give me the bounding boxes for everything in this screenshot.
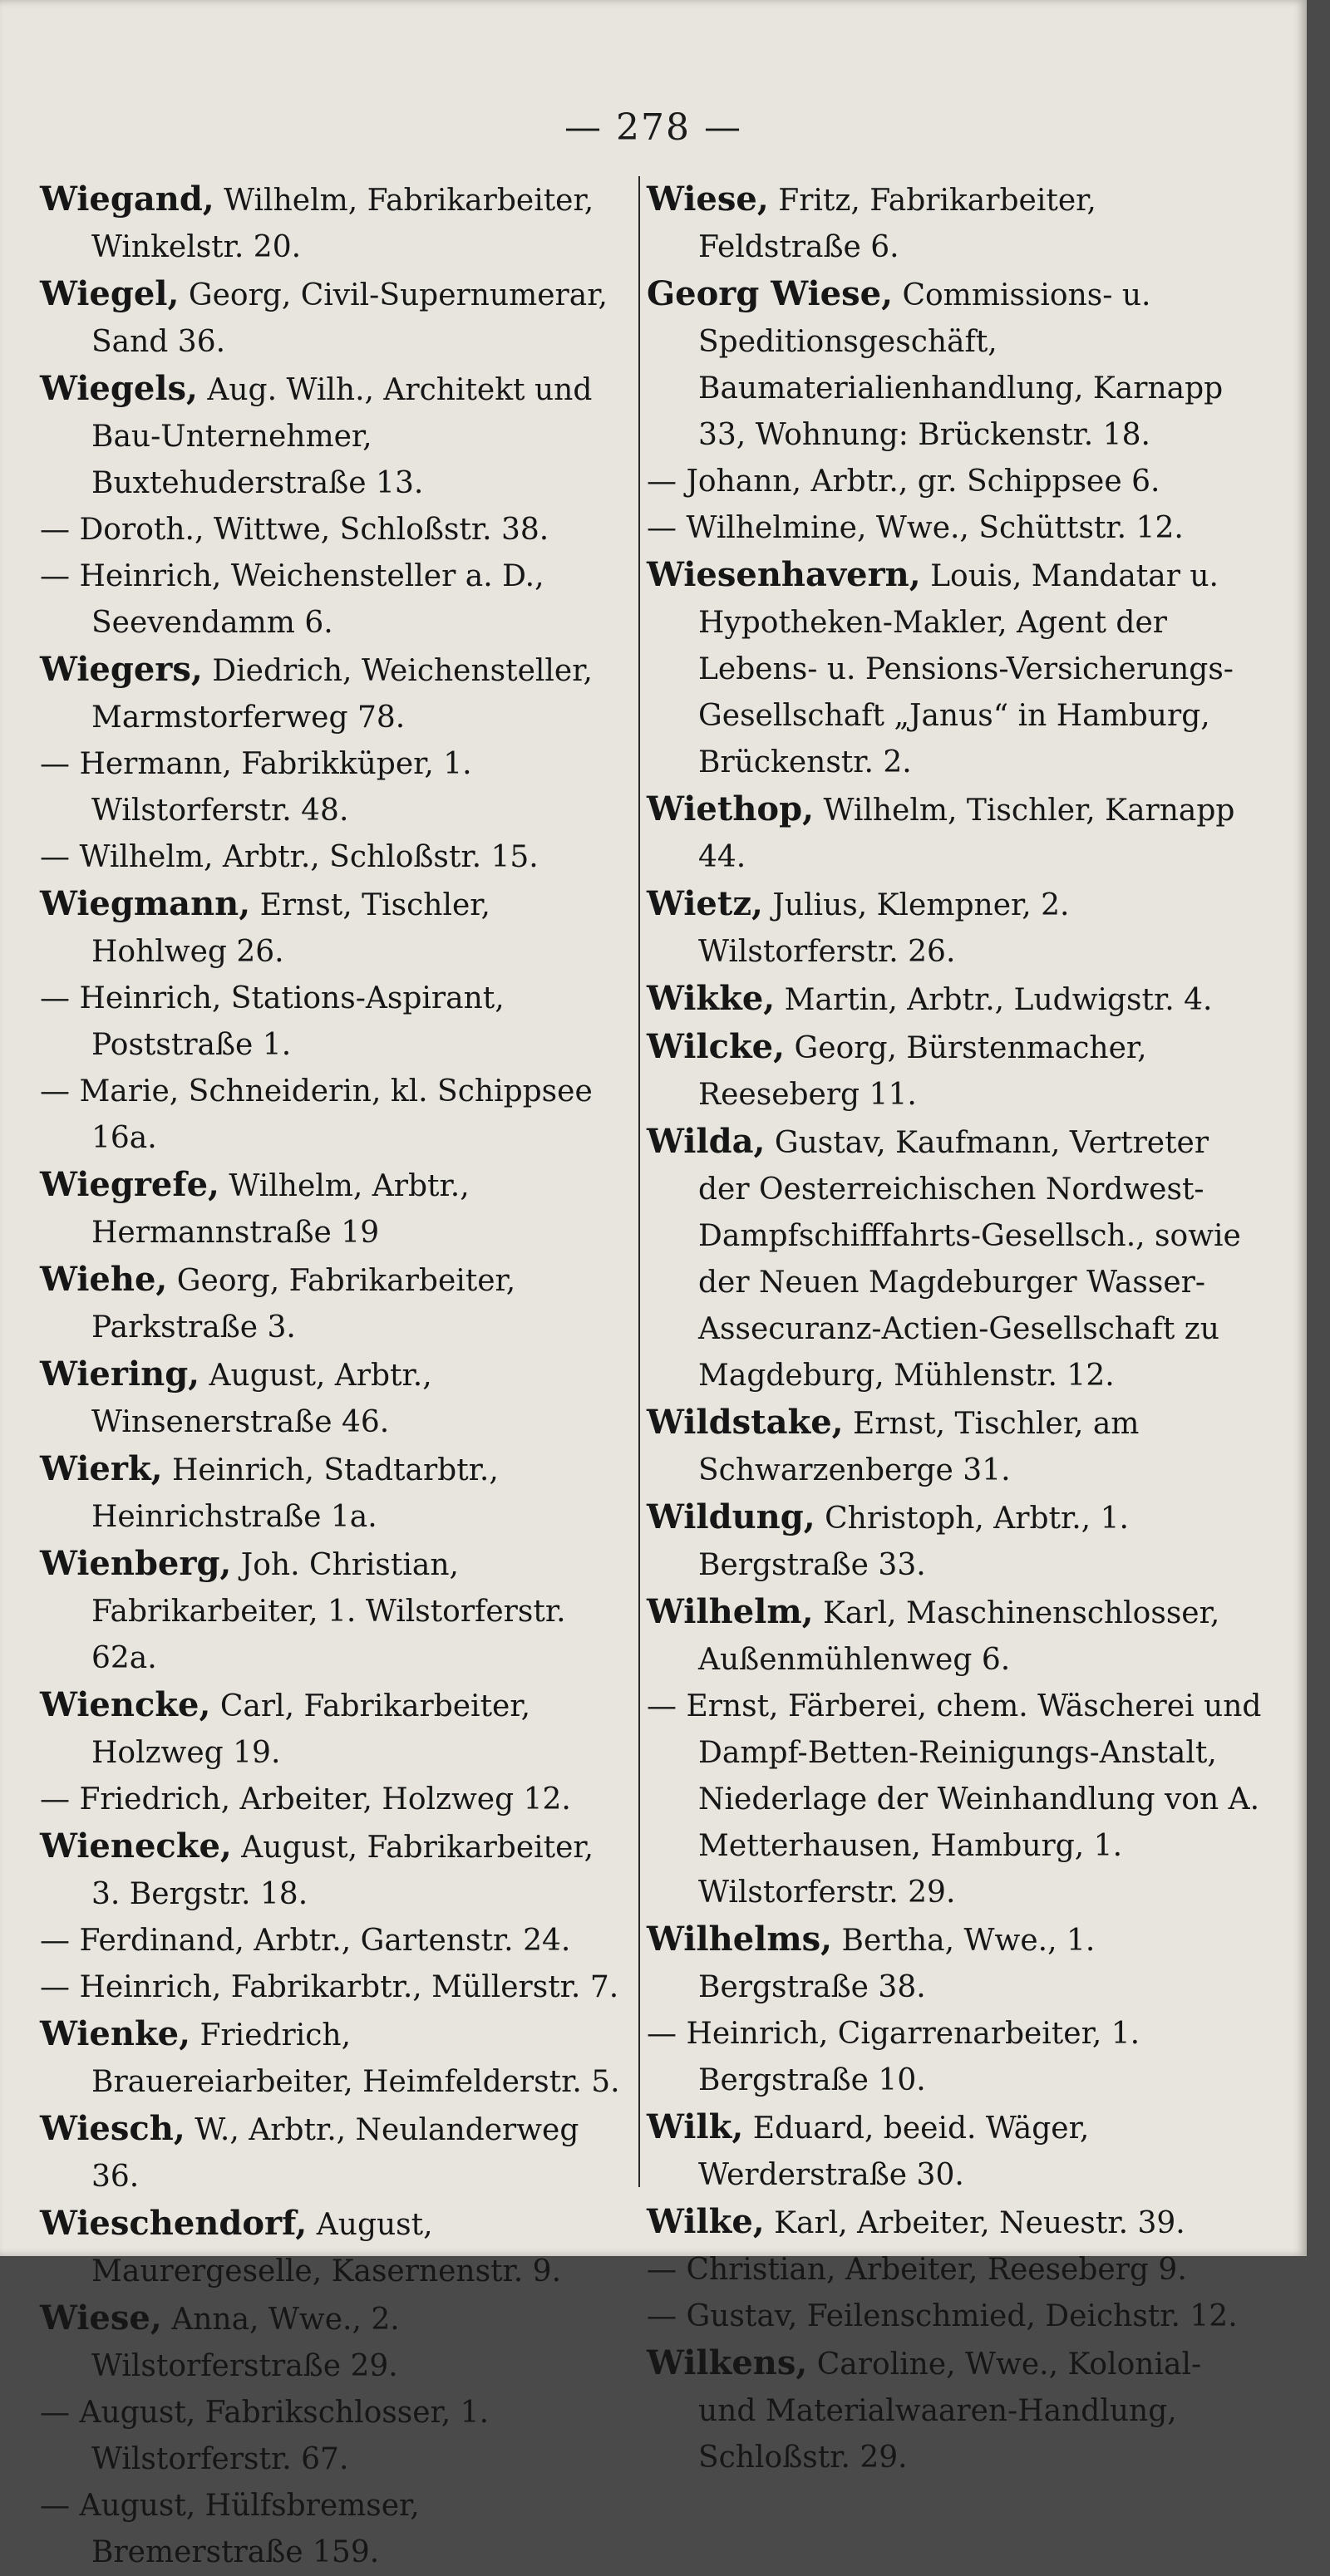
directory-entry: [40, 1256, 622, 1351]
directory-entry: [40, 366, 622, 507]
entry-details: — Heinrich, Cigarrenarbeiter, 1. Bergstraße 10.: [647, 2017, 1140, 2097]
entry-surname: Wiegmann,: [40, 884, 251, 923]
directory-entry: [40, 1777, 622, 1823]
directory-entry: [40, 2200, 622, 2295]
directory-entry: [40, 2483, 622, 2576]
directory-entry: [647, 2293, 1265, 2340]
directory-entry: [647, 2247, 1265, 2293]
entry-details: W., Arbtr., Neulanderweg 36.: [91, 2113, 579, 2194]
directory-entry: [40, 976, 622, 1069]
directory-entry: [647, 1024, 1265, 1118]
entry-details: August, Arbtr., Winsenerstraße 46.: [91, 1359, 432, 1439]
entry-surname: Wikke,: [647, 979, 776, 1018]
entry-details: Wilhelm, Tischler, Karnapp 44.: [698, 794, 1235, 874]
directory-entry: [40, 1682, 622, 1777]
entry-details: — Doroth., Wittwe, Schloßstr. 38.: [40, 513, 549, 547]
directory-entry: [647, 505, 1265, 552]
entry-surname: Wilke,: [647, 2202, 765, 2241]
entry-details: August, Fabrikarbeiter, 3. Bergstr. 18.: [91, 1831, 594, 1911]
entry-details: — Heinrich, Weichensteller a. D., Seevendamm 6.: [40, 559, 544, 640]
entry-surname: Wiesenhavern,: [647, 555, 921, 594]
left-column: [40, 176, 622, 2576]
entry-details: Aug. Wilh., Architekt und Bau-Unternehmer, Buxtehuderstraße 13.: [91, 373, 593, 500]
entry-details: Joh. Christian, Fabrikarbeiter, 1. Wilstorferstr. 62a.: [91, 1548, 566, 1675]
entry-details: — Ernst, Färberei, chem. Wäscherei und Dampf-Betten-Reinigungs-Anstalt, Niederlage der Weinhandlung von A. Metterhausen, Hamburg, 1. Wilstorferstr. 29.: [647, 1689, 1262, 1910]
entry-details: Ernst, Tischler, am Schwarzenberge 31.: [698, 1407, 1140, 1487]
entry-surname: Wiegrefe,: [40, 1165, 219, 1204]
entry-surname: Wildung,: [647, 1497, 815, 1536]
entry-details: Heinrich, Stadtarbtr., Heinrichstraße 1a.: [91, 1453, 499, 1534]
entry-details: Gustav, Kaufmann, Vertreter der Oesterreichischen Nordwest-Dampfschifffahrts-Gesellsch., sowie der Neuen Magdeburger Wasser-Assecuranz-Actien-Gesellschaft zu Magdeburg, Mühlenstr. 12.: [698, 1126, 1241, 1393]
entry-surname: Wiesch,: [40, 2109, 185, 2148]
entry-details: Georg, Civil-Supernumerar, Sand 36.: [91, 278, 608, 359]
entry-surname: Wilk,: [647, 2107, 744, 2146]
directory-entry: [40, 2106, 622, 2200]
right-column: [647, 176, 1265, 2481]
entry-surname: Wilhelms,: [647, 1920, 833, 1959]
entry-details: Fritz, Fabrikarbeiter, Feldstraße 6.: [698, 184, 1096, 264]
entry-surname: Wiering,: [40, 1354, 200, 1394]
directory-entry: [647, 1494, 1265, 1589]
entry-surname: Wieschendorf,: [40, 2204, 308, 2243]
directory-entry: [40, 1541, 622, 1682]
entry-surname: Wiese,: [647, 179, 769, 219]
entry-details: Anna, Wwe., 2. Wilstorferstraße 29.: [91, 2303, 400, 2383]
directory-entry: [40, 1446, 622, 1541]
entry-details: Julius, Klempner, 2. Wilstorferstr. 26.: [698, 888, 1070, 969]
entry-surname: Wilhelm,: [647, 1592, 814, 1631]
page-number: — 278 —: [564, 106, 742, 149]
entry-details: — Heinrich, Fabrikarbtr., Müllerstr. 7.: [40, 1970, 619, 2004]
entry-surname: Wiese,: [40, 2298, 162, 2338]
directory-entry: [40, 176, 622, 271]
entry-details: — Wilhelm, Arbtr., Schloßstr. 15.: [40, 840, 539, 874]
entry-surname: Wildstake,: [647, 1403, 844, 1442]
entry-details: Commissions- u. Speditionsgeschäft, Baumaterialienhandlung, Karnapp 33, Wohnung: Brückenstr. 18.: [698, 278, 1224, 452]
entry-surname: Wilkens,: [647, 2343, 808, 2382]
entry-details: Diedrich, Weichensteller, Marmstorferweg 78.: [91, 654, 593, 735]
entry-details: — August, Hülfsbremser, Bremerstraße 159.: [40, 2489, 420, 2569]
directory-entry: [647, 2199, 1265, 2247]
entry-surname: Wilcke,: [647, 1027, 786, 1066]
entry-details: — Johann, Arbtr., gr. Schippsee 6.: [647, 465, 1160, 499]
entry-details: — Gustav, Feilenschmied, Deichstr. 12.: [647, 2299, 1238, 2333]
entry-surname: Wiegers,: [40, 650, 203, 689]
directory-entry: [40, 2011, 622, 2106]
entry-surname: Wiegels,: [40, 369, 198, 408]
entry-surname: Wietz,: [647, 884, 763, 923]
entry-details: — August, Fabrikschlosser, 1. Wilstorferstr. 67.: [40, 2396, 490, 2476]
entry-surname: Wiegel,: [40, 274, 180, 313]
directory-entry: [40, 1964, 622, 2011]
directory-entry: [40, 553, 622, 646]
entry-details: Karl, Maschinenschlosser, Außenmühlenweg 6.: [698, 1596, 1220, 1677]
entry-details: Carl, Fabrikarbeiter, Holzweg 19.: [91, 1689, 531, 1770]
entry-details: — Hermann, Fabrikküper, 1. Wilstorferstr. 48.: [40, 747, 472, 828]
column-divider: [638, 176, 640, 2187]
directory-entry: [40, 507, 622, 553]
directory-entry: [647, 1589, 1265, 1684]
directory-entry: [40, 2295, 622, 2390]
directory-entry: [647, 2104, 1265, 2199]
entry-details: August, Maurergeselle, Kasernenstr. 9.: [91, 2208, 562, 2288]
directory-entry: [647, 552, 1265, 786]
entry-surname: Wienecke,: [40, 1826, 232, 1866]
directory-entry: [647, 881, 1265, 976]
entry-surname: Wiehe,: [40, 1260, 168, 1299]
directory-entry: [40, 1918, 622, 1964]
directory-entry: [40, 834, 622, 881]
entry-surname: Wienke,: [40, 2014, 191, 2053]
entry-details: Karl, Arbeiter, Neuestr. 39.: [764, 2206, 1185, 2240]
directory-entry: [647, 2011, 1265, 2104]
directory-entry: [647, 1684, 1265, 1916]
directory-entry: [647, 271, 1265, 459]
entry-details: Friedrich, Brauereiarbeiter, Heimfelderstr. 5.: [91, 2018, 620, 2099]
entry-details: Wilhelm, Arbtr., Hermannstraße 19: [91, 1169, 470, 1250]
entry-details: — Christian, Arbeiter, Reeseberg 9.: [647, 2253, 1187, 2287]
entry-details: Ernst, Tischler, Hohlweg 26.: [91, 888, 490, 969]
directory-entry: [40, 1351, 622, 1446]
entry-details: — Friedrich, Arbeiter, Holzweg 12.: [40, 1782, 571, 1816]
directory-entry: [647, 976, 1265, 1024]
entry-details: Martin, Arbtr., Ludwigstr. 4.: [775, 983, 1213, 1017]
entry-details: — Marie, Schneiderin, kl. Schippsee 16a.: [40, 1074, 593, 1155]
directory-entry: [40, 1069, 622, 1162]
entry-details: Wilhelm, Fabrikarbeiter, Winkelstr. 20.: [91, 184, 594, 264]
directory-entry: [647, 1399, 1265, 1494]
directory-entry: [647, 2340, 1265, 2481]
entry-details: Louis, Mandatar u. Hypotheken-Makler, Agent der Lebens- u. Pensions-Versicherungs-Gesellschaft „Janus“ in Hamburg, Brückenstr. 2.: [698, 559, 1234, 779]
directory-entry: [40, 271, 622, 366]
directory-entry: [40, 1162, 622, 1256]
entry-surname: Wierk,: [40, 1449, 163, 1488]
directory-entry: [647, 1916, 1265, 2011]
directory-entry: [647, 176, 1265, 271]
entry-details: — Ferdinand, Arbtr., Gartenstr. 24.: [40, 1924, 571, 1958]
entry-details: Bertha, Wwe., 1. Bergstraße 38.: [698, 1924, 1096, 2004]
entry-details: Caroline, Wwe., Kolonial- und Materialwaaren-Handlung, Schloßstr. 29.: [698, 2347, 1202, 2475]
entry-surname: Wienberg,: [40, 1544, 232, 1583]
directory-entry: [40, 646, 622, 741]
entry-details: Eduard, beeid. Wäger, Werderstraße 30.: [698, 2111, 1090, 2192]
entry-details: Georg, Fabrikarbeiter, Parkstraße 3.: [91, 1264, 516, 1345]
directory-entry: [40, 881, 622, 976]
entry-details: Christoph, Arbtr., 1. Bergstraße 33.: [698, 1502, 1129, 1582]
entry-surname: Wilda,: [647, 1122, 766, 1161]
entry-surname: Wiegand,: [40, 179, 214, 219]
entry-surname: Wiethop,: [647, 789, 814, 828]
directory-entry: [647, 459, 1265, 505]
directory-entry: [647, 1118, 1265, 1399]
entry-details: — Wilhelmine, Wwe., Schüttstr. 12.: [647, 511, 1184, 545]
directory-entry: [647, 786, 1265, 881]
entry-details: — Heinrich, Stations-Aspirant, Poststraße 1.: [40, 981, 505, 1062]
entry-surname: Georg Wiese,: [647, 274, 894, 313]
entry-surname: Wiencke,: [40, 1685, 211, 1724]
directory-entry: [40, 2390, 622, 2483]
directory-entry: [40, 1823, 622, 1918]
entry-details: Georg, Bürstenmacher, Reeseberg 11.: [698, 1031, 1147, 1112]
directory-entry: [40, 741, 622, 834]
